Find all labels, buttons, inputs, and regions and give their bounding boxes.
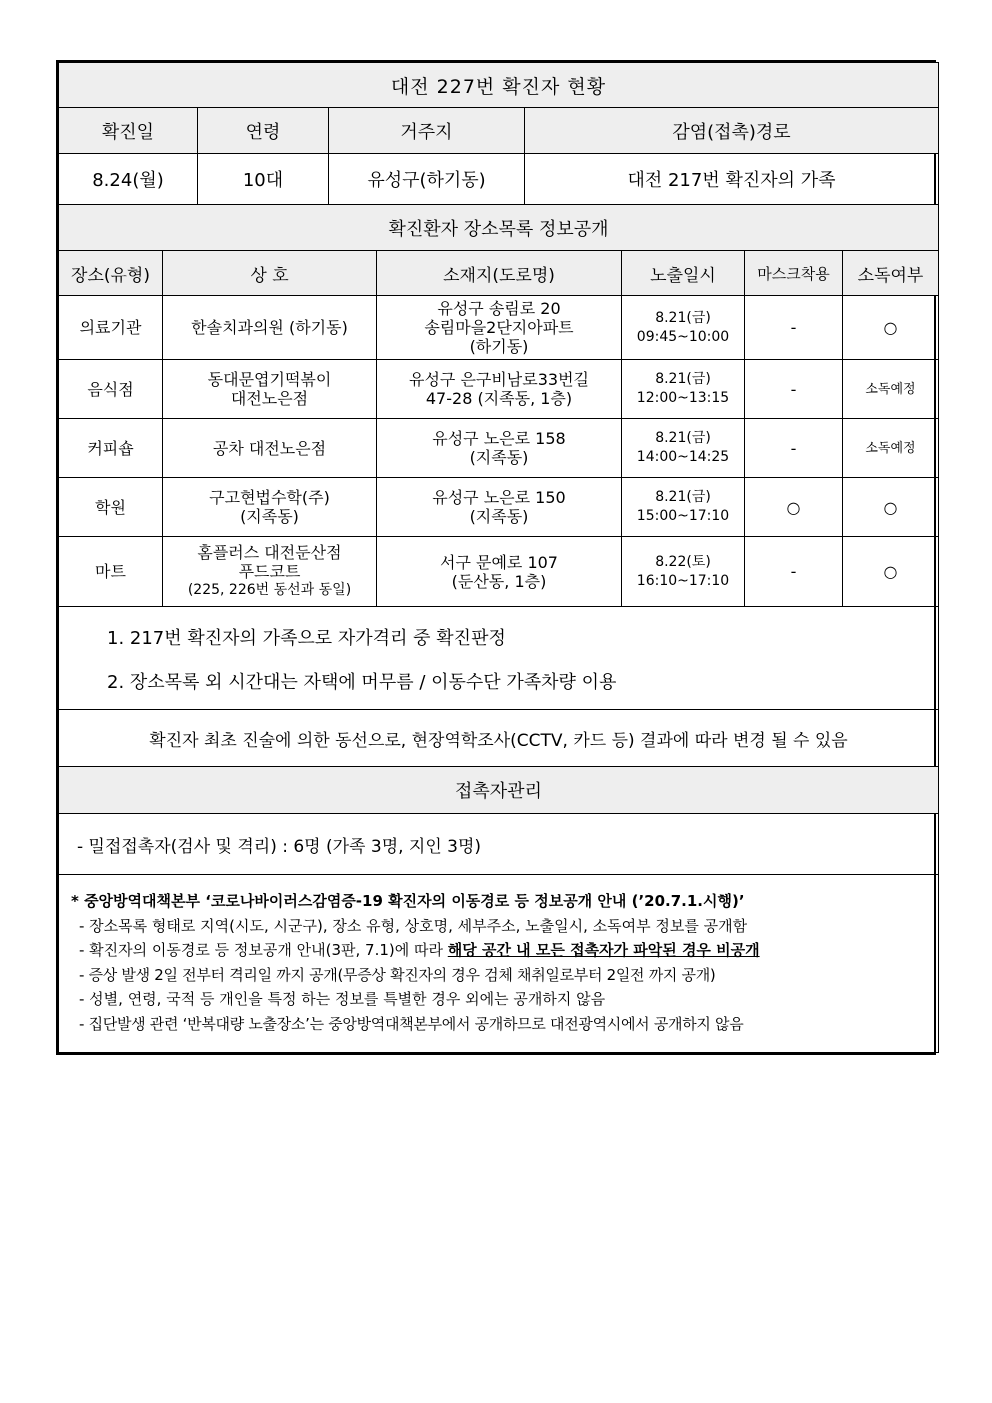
footer-item: - 장소목록 형태로 지역(시도, 시군구), 장소 유형, 상호명, 세부주소, 노출일시, 소독여부 정보를 공개함 (79, 916, 748, 935)
address (377, 360, 622, 419)
business-name-line: 동대문엽기떡볶이 (207, 370, 332, 389)
exposure-hours: 12:00~13:15 (636, 390, 730, 406)
place-type: 학원 (59, 478, 163, 537)
footer-emphasis: 해당 공간 내 모든 접촉자가 파악된 경우 비공개 (447, 941, 760, 959)
address-line: (지족동) (469, 507, 529, 526)
address (377, 419, 622, 478)
table-row (59, 419, 939, 478)
footer-heading: * 중앙방역대책본부 ‘코로나바이러스감염증-19 확진자의 이동경로 등 정보공개 안내 (’20.7.1.시행)’ (71, 892, 745, 910)
infection-route-value: 대전 217번 확진자의 가족 (525, 154, 939, 205)
exposure-hours: 16:10~17:10 (636, 572, 730, 589)
table-row (59, 296, 939, 360)
business-name-line: 홈플러스 대전둔산점 (197, 543, 342, 562)
address (377, 478, 622, 537)
mask-status: ○ (745, 478, 843, 537)
address-line: 유성구 송림로 20 (437, 299, 561, 318)
exposure-time (622, 296, 745, 360)
footer-item-text: - 확진자의 이동경로 등 정보공개 안내(3판, 7.1)에 따라 (79, 941, 448, 959)
address-line: (지족동) (469, 448, 529, 467)
locations-section-title: 확진환자 장소목록 정보공개 (59, 205, 939, 251)
header-exposure-time: 노출일시 (622, 251, 745, 296)
header-business-name: 상 호 (163, 251, 377, 296)
footer-notice (59, 875, 939, 1053)
header-place-type: 장소(유형) (59, 251, 163, 296)
business-name (163, 296, 377, 360)
disclaimer: 확진자 최초 진술에 의한 동선으로, 현장역학조사(CCTV, 카드 등) 결과에 따라 변경 될 수 있음 (59, 710, 939, 767)
address-line: 유성구 노은로 150 (432, 488, 566, 507)
exposure-date: 8.21(금) (655, 430, 711, 446)
business-name (163, 360, 377, 419)
header-address: 소재지(도로명) (377, 251, 622, 296)
disinfection-status: ○ (843, 296, 939, 360)
business-name-line: (지족동) (240, 507, 299, 526)
confirm-date-value: 8.24(월) (59, 154, 198, 205)
disinfection-status: 소독예정 (843, 360, 939, 419)
contact-section-title: 접촉자관리 (59, 767, 939, 814)
mask-status: - (745, 296, 843, 360)
address-line: 서구 문예로 107 (440, 552, 558, 572)
business-name-line: (225, 226번 동선과 동일) (187, 582, 352, 598)
header-age: 연령 (198, 108, 329, 154)
footer-item (67, 938, 930, 963)
business-name-line: 푸드코트 (238, 562, 301, 581)
page-title: 대전 227번 확진자 현황 (59, 63, 939, 108)
business-name (163, 478, 377, 537)
disinfection-status: ○ (843, 478, 939, 537)
address-line: (둔산동, 1층) (451, 571, 547, 591)
mask-status: - (745, 537, 843, 607)
mask-status: - (745, 360, 843, 419)
exposure-time (622, 537, 745, 607)
footer-item: - 집단발생 관련 ‘반복대량 노출장소’는 중앙방역대책본부에서 공개하므로 대전광역시에서 공개하지 않음 (79, 1014, 744, 1033)
footer-item: - 성별, 연령, 국적 등 개인을 특정 하는 정보를 특별한 경우 외에는 공개하지 않음 (79, 990, 606, 1008)
address (377, 296, 622, 360)
address (377, 537, 622, 607)
mask-status: - (745, 419, 843, 478)
header-mask: 마스크착용 (745, 251, 843, 296)
status-document (56, 60, 936, 1055)
place-type: 커피숍 (59, 419, 163, 478)
table-row (59, 537, 939, 607)
contact-info: - 밀접접촉자(검사 및 격리) : 6명 (가족 3명, 지인 3명) (59, 814, 939, 875)
address-line: (하기동) (469, 337, 529, 356)
exposure-hours: 15:00~17:10 (636, 508, 730, 524)
header-disinfection: 소독여부 (843, 251, 939, 296)
exposure-time (622, 478, 745, 537)
footer-item: - 증상 발생 2일 전부터 격리일 까지 공개(무증상 확진자의 경우 검체 채취일로부터 2일전 까지 공개) (79, 965, 716, 984)
place-type: 음식점 (59, 360, 163, 419)
business-name-line: 한솔치과의원 (하기동) (191, 318, 348, 337)
exposure-date: 8.21(금) (655, 371, 711, 387)
exposure-date: 8.21(금) (655, 489, 711, 505)
disinfection-status: ○ (843, 537, 939, 607)
exposure-date: 8.22(토) (655, 553, 711, 570)
address-line: 유성구 노은로 158 (432, 429, 566, 448)
table-row (59, 478, 939, 537)
exposure-time (622, 419, 745, 478)
note-item: 1. 217번 확진자의 가족으로 자가격리 중 확진판정 (107, 628, 506, 649)
status-table (58, 62, 939, 1053)
header-infection-route: 감염(접촉)경로 (525, 108, 939, 154)
address-line: 47-28 (지족동, 1층) (425, 389, 573, 408)
business-name-line: 공차 대전노은점 (212, 438, 327, 458)
age-value: 10대 (198, 154, 329, 205)
exposure-date: 8.21(금) (655, 309, 711, 326)
business-name (163, 537, 377, 607)
address-line: 유성구 은구비남로33번길 (408, 370, 589, 389)
business-name-line: 대전노은점 (230, 389, 309, 408)
exposure-time (622, 360, 745, 419)
exposure-hours: 09:45~10:00 (636, 328, 730, 345)
address-line: 송림마을2단지아파트 (424, 318, 574, 337)
business-name-line: 구고현법수학(주) (209, 488, 330, 507)
notes-section (59, 607, 939, 710)
header-confirm-date: 확진일 (59, 108, 198, 154)
exposure-hours: 14:00~14:25 (636, 449, 730, 465)
table-row (59, 360, 939, 419)
note-item: 2. 장소목록 외 시간대는 자택에 머무름 / 이동수단 가족차량 이용 (107, 672, 617, 693)
header-residence: 거주지 (329, 108, 525, 154)
place-type: 의료기관 (59, 296, 163, 360)
disinfection-status: 소독예정 (843, 419, 939, 478)
place-type: 마트 (59, 537, 163, 607)
business-name (163, 419, 377, 478)
residence-value: 유성구(하기동) (329, 154, 525, 205)
